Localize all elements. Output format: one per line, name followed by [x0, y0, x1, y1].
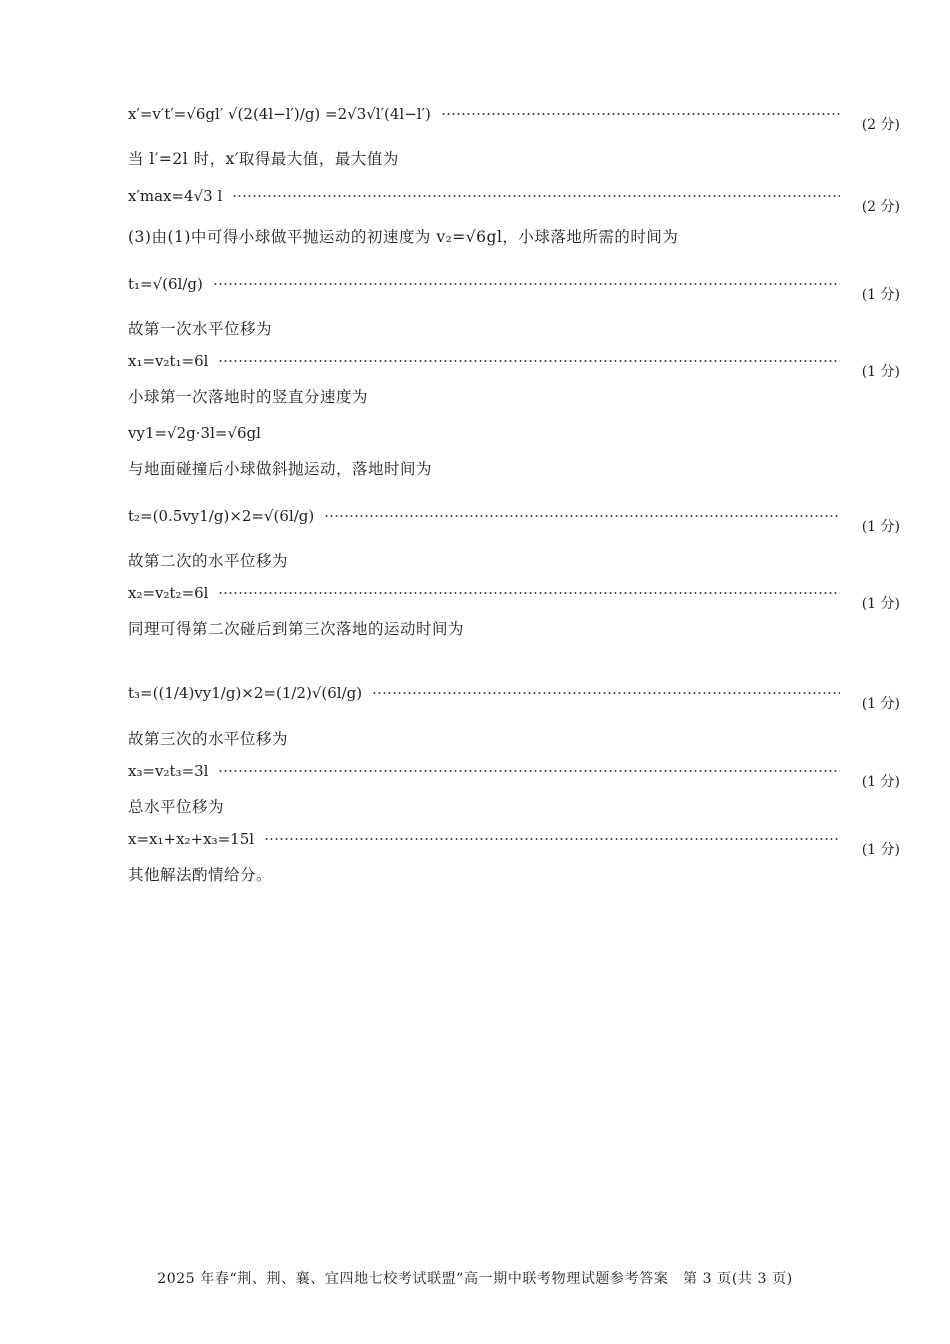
text-content: 故第一次水平位移为 [128, 320, 273, 338]
text-line [128, 224, 850, 248]
score-label: (2 分) [861, 199, 900, 215]
equation: x′=v′t′=√6gl′ √(2(4l−l′)/g) =2√3√l′(4l−l′) [128, 105, 431, 123]
text-content: (3)由(1)中可得小球做平抛运动的初速度为 v₂=√6gl，小球落地所需的时间为 [128, 228, 679, 246]
text-line [128, 456, 850, 480]
dot-leader [441, 113, 840, 115]
equation-line [128, 496, 900, 536]
page-footer: 2025 年春“荆、荆、襄、宜四地七校考试联盟”高一期中联考物理试题参考答案 第 3 页(共 3 页) [157, 1271, 793, 1287]
text-line [128, 616, 850, 640]
equation: x=x₁+x₂+x₃=15l [128, 830, 255, 848]
equation-line [128, 96, 900, 133]
score-label: (1 分) [861, 364, 900, 380]
text-content: 小球第一次落地时的竖直分速度为 [128, 388, 369, 406]
text-line [128, 146, 850, 170]
dot-leader [213, 283, 840, 285]
score-label: (1 分) [861, 519, 900, 535]
text-content: 当 l′=2l 时，x′取得最大值，最大值为 [128, 150, 399, 168]
score-label: (1 分) [861, 696, 900, 712]
score-label: (1 分) [861, 287, 900, 303]
text-content: 总水平位移为 [128, 798, 225, 816]
score-label: (1 分) [861, 774, 900, 790]
equation: t₂=(0.5vy1/g)×2=√(6l/g) [128, 507, 315, 525]
equation: t₁=√(6l/g) [128, 275, 203, 293]
equation: x′max=4√3 l [128, 187, 223, 205]
dot-leader [218, 360, 840, 362]
text-line [128, 726, 850, 750]
equation-line [128, 656, 900, 730]
text-line [128, 794, 850, 818]
equation-line [128, 266, 900, 303]
dot-leader [218, 770, 840, 772]
equation: x₁=v₂t₁=6l [128, 352, 209, 370]
dot-leader [324, 515, 840, 517]
text-line [128, 548, 850, 572]
equation-line [128, 827, 900, 858]
equation-line [128, 759, 900, 790]
dot-leader [218, 592, 840, 594]
text-content: 其他解法酌情给分。 [128, 866, 273, 884]
dot-leader [372, 692, 840, 694]
text-content: 故第三次的水平位移为 [128, 730, 289, 748]
score-label: (1 分) [861, 596, 900, 612]
equation: t₃=((1/4)vy1/g)×2=(1/2)√(6l/g) [128, 684, 363, 702]
score-label: (1 分) [861, 842, 900, 858]
text-line [128, 316, 850, 340]
equation: x₃=v₂t₃=3l [128, 762, 209, 780]
text-content: 故第二次的水平位移为 [128, 552, 289, 570]
dot-leader [264, 838, 840, 840]
text-content: 与地面碰撞后小球做斜抛运动，落地时间为 [128, 460, 433, 478]
score-label: (2 分) [861, 117, 900, 133]
equation-line [128, 184, 900, 215]
text-line [128, 384, 850, 408]
equation: x₂=v₂t₂=6l [128, 584, 209, 602]
equation: vy1=√2g·3l=√6gl [128, 424, 261, 442]
equation-line [128, 349, 900, 380]
text-line [128, 862, 850, 886]
equation-line [128, 581, 900, 612]
text-content: 同理可得第二次碰后到第三次落地的运动时间为 [128, 620, 465, 638]
dot-leader [232, 195, 840, 197]
equation-line [128, 421, 850, 445]
